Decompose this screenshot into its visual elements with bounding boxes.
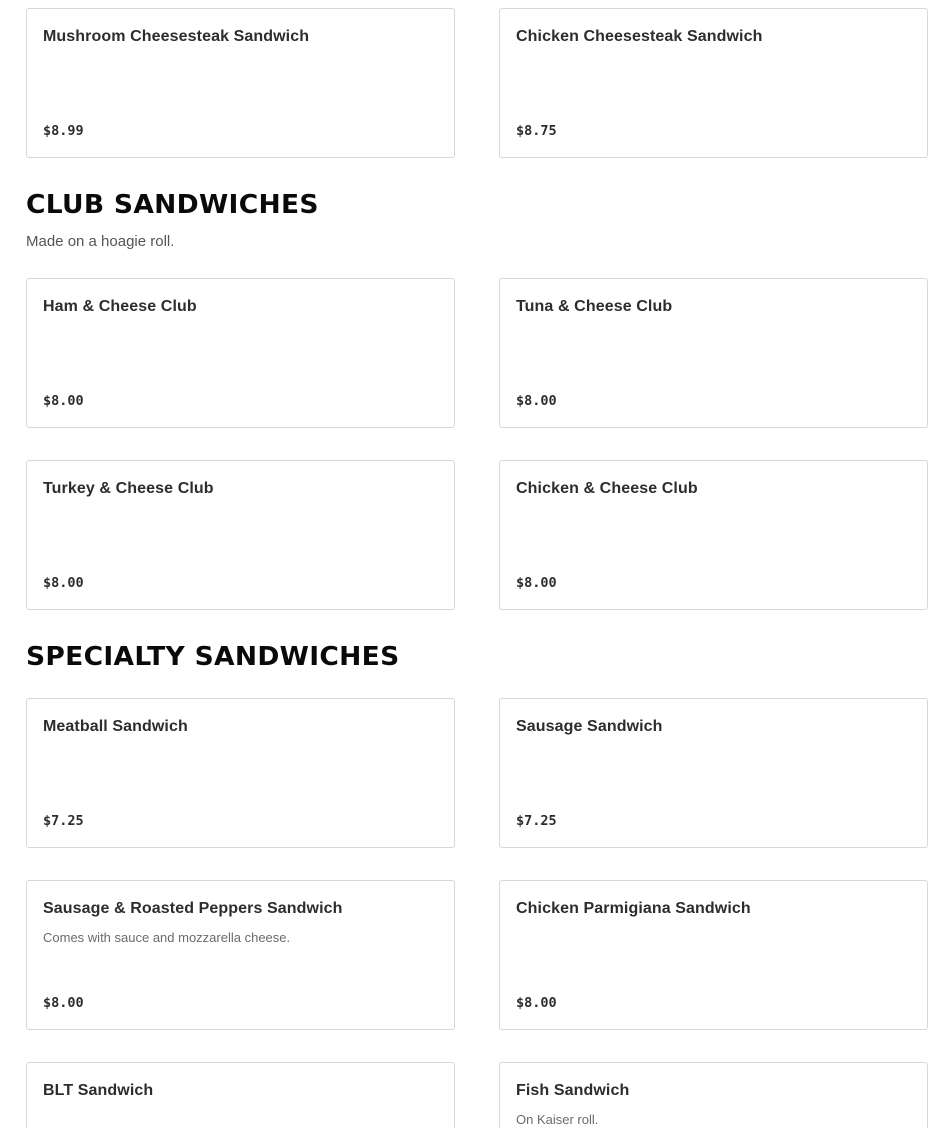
item-name: Chicken Cheesesteak Sandwich xyxy=(516,28,763,45)
item-price: $8.00 xyxy=(43,575,84,591)
menu-item-card[interactable] xyxy=(499,8,928,158)
item-name: Fish Sandwich xyxy=(516,1082,630,1099)
item-price: $8.75 xyxy=(516,123,557,139)
section-title-specialty: SPECIALTY SANDWICHES xyxy=(26,642,400,672)
menu-item-card[interactable] xyxy=(499,880,928,1030)
item-description: On Kaiser roll. xyxy=(516,1112,599,1127)
item-price: $8.00 xyxy=(516,575,557,591)
menu-item-card[interactable] xyxy=(26,460,455,610)
menu-item-card[interactable] xyxy=(499,1062,928,1128)
previous-section-items xyxy=(26,8,928,158)
item-price: $8.00 xyxy=(43,995,84,1011)
item-price: $8.00 xyxy=(516,995,557,1011)
item-name: Mushroom Cheesesteak Sandwich xyxy=(43,28,310,45)
menu-item-card[interactable] xyxy=(26,278,455,428)
menu-item-card[interactable] xyxy=(499,460,928,610)
item-name: Chicken & Cheese Club xyxy=(516,480,698,497)
menu-item-card[interactable] xyxy=(26,8,455,158)
club-section-items xyxy=(26,278,928,610)
item-name: Sausage Sandwich xyxy=(516,718,663,735)
section-description-club: Made on a hoagie roll. xyxy=(26,233,175,250)
item-name: Ham & Cheese Club xyxy=(43,298,197,315)
item-price: $8.99 xyxy=(43,123,84,139)
item-name: BLT Sandwich xyxy=(43,1082,154,1099)
item-name: Sausage & Roasted Peppers Sandwich xyxy=(43,900,343,917)
item-name: Turkey & Cheese Club xyxy=(43,480,214,497)
menu-item-card[interactable] xyxy=(499,698,928,848)
item-price: $8.00 xyxy=(516,393,557,409)
item-price: $8.00 xyxy=(43,393,84,409)
menu-item-card[interactable] xyxy=(26,880,455,1030)
specialty-section-items xyxy=(26,698,928,1128)
item-price: $7.25 xyxy=(516,813,557,829)
item-name: Tuna & Cheese Club xyxy=(516,298,673,315)
section-title-club: CLUB SANDWICHES xyxy=(26,190,319,220)
item-name: Chicken Parmigiana Sandwich xyxy=(516,900,751,917)
menu-item-card[interactable] xyxy=(26,698,455,848)
item-price: $7.25 xyxy=(43,813,84,829)
menu-item-card[interactable] xyxy=(26,1062,455,1128)
item-name: Meatball Sandwich xyxy=(43,718,188,735)
menu-item-card[interactable] xyxy=(499,278,928,428)
item-description: Comes with sauce and mozzarella cheese. xyxy=(43,930,291,945)
